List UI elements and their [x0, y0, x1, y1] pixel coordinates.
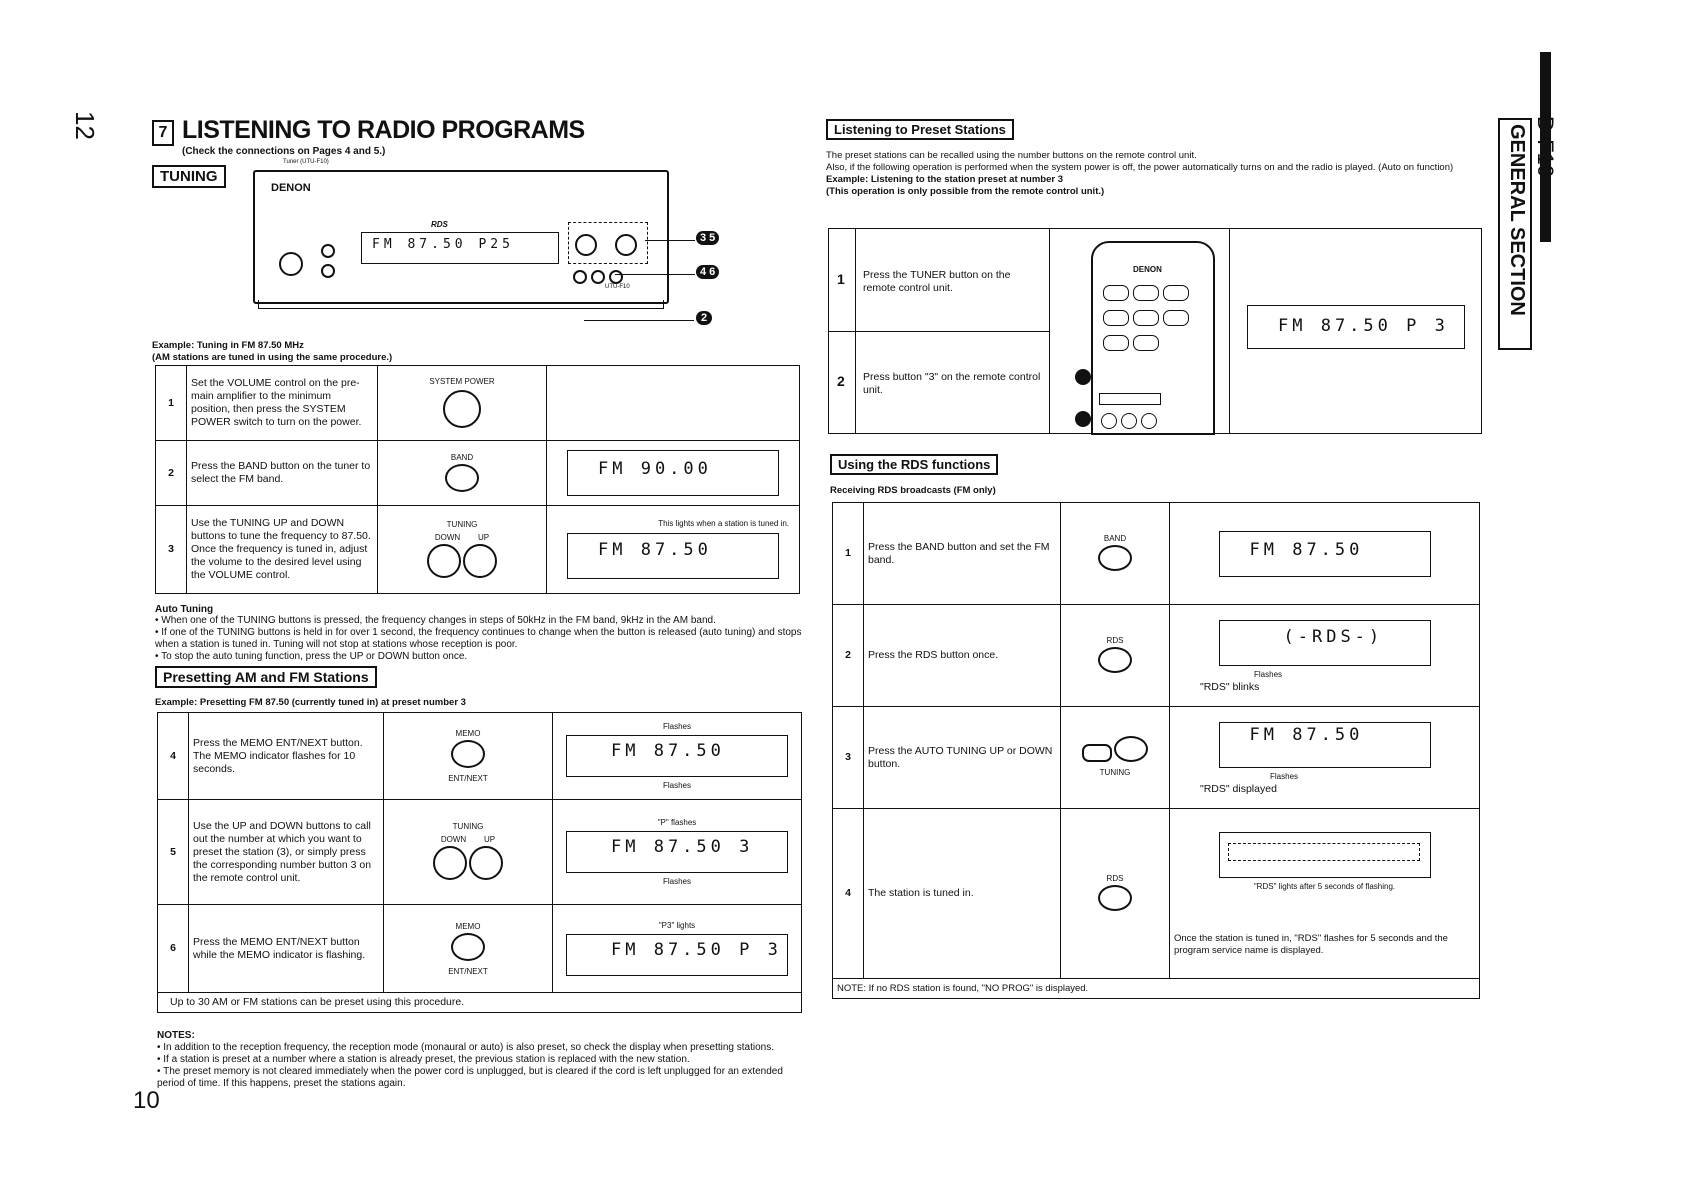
lcd-display — [1219, 531, 1431, 577]
remote-control — [1091, 241, 1215, 435]
rds-step-2 — [833, 605, 1480, 707]
step-number: 4 — [833, 809, 864, 979]
tuning-step-3 — [156, 506, 800, 594]
remote-button[interactable] — [1133, 335, 1159, 351]
icon-sub-label: ENT/NEXT — [448, 966, 488, 976]
note-item: • If a station is preset at a number where a station is already preset, the previous station is replaced with the new station. — [157, 1054, 690, 1065]
remote-button[interactable] — [1163, 285, 1189, 301]
step-row-2 — [829, 331, 1049, 431]
lcd-display — [566, 831, 788, 873]
auto-tuning-heading: Auto Tuning — [155, 604, 214, 615]
step-display — [553, 713, 802, 800]
icon-label: TUNING — [1099, 768, 1131, 777]
lcd-display — [1219, 620, 1431, 666]
step-text: Press button "3" on the remote control unit. — [863, 371, 1041, 396]
step-icon — [1061, 605, 1170, 707]
power-knob[interactable] — [279, 252, 303, 276]
rds-step-1 — [833, 503, 1480, 605]
step-text: Press the AUTO TUNING UP or DOWN button. — [864, 707, 1061, 809]
preset-step-6 — [158, 905, 802, 993]
hand-press-icon — [1098, 545, 1132, 571]
tuning-button-up[interactable] — [615, 234, 637, 256]
step-number: 4 — [158, 713, 189, 800]
step-display — [1170, 707, 1480, 809]
page-subtitle: (Check the connections on Pages 4 and 5.) — [182, 146, 386, 157]
step-text: The station is tuned in. — [864, 809, 1061, 979]
step-icon — [1061, 809, 1170, 979]
preset-footer: Up to 30 AM or FM stations can be preset using this procedure. — [158, 993, 802, 1013]
tuning-button-down[interactable] — [575, 234, 597, 256]
bottom-note: Flashes — [662, 781, 691, 790]
number-button[interactable] — [1101, 413, 1117, 429]
up-label: UP — [483, 835, 496, 844]
preset-listen-intro — [826, 150, 1476, 198]
lcd-text: FM 87.50 — [1249, 539, 1364, 560]
notes-heading: NOTES: — [157, 1030, 195, 1041]
lcd-display — [566, 735, 788, 777]
remote-button[interactable] — [1163, 310, 1189, 326]
step-display — [1170, 605, 1480, 707]
step-divider — [855, 229, 856, 433]
icon-direction-labels — [382, 531, 542, 544]
callout-line-1 — [645, 240, 695, 241]
callout-1: 3 5 — [696, 231, 719, 245]
hand-press-icon — [451, 933, 485, 961]
step-number: 3 — [833, 707, 864, 809]
presetting-label: Presetting AM and FM Stations — [155, 666, 377, 688]
step-icon — [384, 905, 553, 993]
step-icon — [378, 441, 547, 506]
lcd-text: FM 87.50 — [1249, 724, 1364, 745]
top-note: Flashes — [662, 722, 691, 731]
remote-button[interactable] — [1103, 335, 1129, 351]
auto-tuning-block — [155, 604, 805, 663]
callout-line-3 — [584, 320, 694, 321]
lcd-display — [1219, 832, 1431, 878]
step-note: This lights when a station is tuned in. — [658, 519, 789, 528]
notes-block — [157, 1030, 807, 1090]
tuner-display — [361, 232, 559, 264]
lcd-display — [1219, 722, 1431, 768]
preset-footer-row — [158, 993, 802, 1013]
preset-listen-display — [1247, 305, 1465, 349]
auto-tuning-bullet: • To stop the auto tuning function, press the UP or DOWN button once. — [155, 651, 468, 662]
lcd-text: FM 90.00 — [598, 459, 712, 479]
remote-button[interactable] — [1133, 285, 1159, 301]
rds-logo: RDS — [431, 220, 448, 229]
tuner-display-text: FM 87.50 P25 — [372, 237, 514, 252]
step-text: Press the RDS button once. — [864, 605, 1061, 707]
top-note: "P" flashes — [657, 818, 697, 827]
hand-press-icon — [445, 464, 479, 492]
lcd-display — [567, 450, 779, 496]
tuning-button-icon — [1082, 744, 1112, 762]
page-number-bottom: 10 — [133, 1087, 160, 1114]
remote-buttons — [1101, 283, 1205, 358]
step-number: 5 — [158, 800, 189, 905]
preset-listen-p2: Also, if the following operation is performed when the system power is off, the power automatically turns on and the radio is played. (Auto on function) — [826, 162, 1454, 173]
preset-step-5 — [158, 800, 802, 905]
step-display — [553, 800, 802, 905]
hand-press-icon — [451, 740, 485, 768]
up-button-icon — [469, 846, 503, 880]
dashed-display — [1228, 843, 1420, 861]
preset-listen-table — [828, 228, 1482, 434]
rds-label: Using the RDS functions — [830, 454, 998, 475]
step-text: Press the MEMO ENT/NEXT button. The MEMO indicator flashes for 10 seconds. — [189, 713, 384, 800]
step-text: Press the MEMO ENT/NEXT button while the MEMO indicator is flashing. — [189, 905, 384, 993]
number-buttons — [1099, 411, 1159, 436]
lcd-text: FM 87.50 P 3 — [1278, 316, 1449, 336]
up-label: UP — [477, 532, 490, 542]
top-note: "P3" lights — [658, 921, 696, 930]
icon-label: MEMO — [455, 921, 481, 931]
tuner-button[interactable] — [1099, 393, 1161, 405]
tuner-brand: DENON — [271, 182, 311, 194]
hand-press-icon — [1098, 647, 1132, 673]
tuning-example: Example: Tuning in FM 87.50 MHz — [152, 340, 304, 351]
preset-step-4 — [158, 713, 802, 800]
lcd-display — [566, 934, 788, 976]
lcd-text: FM 87.50 — [611, 741, 725, 761]
lcd-text: FM 87.50 — [598, 540, 712, 560]
tuning-steps-table — [155, 365, 800, 594]
step-number: 1 — [833, 503, 864, 605]
page-number-top: 12 — [69, 111, 100, 140]
section-tab-label: GENERAL SECTION — [1506, 124, 1528, 316]
remote-button[interactable] — [1103, 310, 1129, 326]
column-divider — [1229, 229, 1230, 433]
auto-tuning-bullet: • If one of the TUNING buttons is held in for over 1 second, the frequency continues to change when the button is released (auto tuning) and stops when a station is tuned in. Tuning will not stop at stations whose reception is poor. — [155, 627, 802, 650]
step-icon — [384, 800, 553, 905]
preset-listen-p1: The preset stations can be recalled using the number buttons on the remote control unit. — [826, 150, 1197, 161]
small-button-2[interactable] — [321, 264, 335, 278]
presetting-steps-table — [157, 712, 802, 1013]
callout-3: 2 — [696, 311, 712, 325]
hand-press-icon — [427, 544, 461, 578]
tuner-model-label: Tuner (UTU-F10) — [283, 159, 329, 165]
rds-step-3 — [833, 707, 1480, 809]
band-button[interactable] — [591, 270, 605, 284]
up-button-icon — [463, 544, 497, 578]
step-caption: "RDS" displayed — [1200, 782, 1277, 795]
step-number: 1 — [837, 271, 845, 287]
step-caption: "RDS" blinks — [1200, 680, 1260, 693]
bottom-note: Flashes — [662, 877, 691, 886]
tuner-unit-label: UTU-F10 — [605, 284, 630, 290]
down-label: DOWN — [434, 532, 461, 542]
step-display — [1170, 503, 1480, 605]
rds-note-row — [833, 979, 1480, 999]
page-title: LISTENING TO RADIO PROGRAMS — [182, 116, 585, 144]
step-number: 2 — [833, 605, 864, 707]
step-display — [547, 506, 800, 594]
callout-2: 4 6 — [696, 265, 719, 279]
small-button-1[interactable] — [321, 244, 335, 258]
preset-listen-example: Example: Listening to the station preset at number 3 — [826, 174, 1064, 185]
lcd-text: FM 87.50 3 — [611, 837, 754, 857]
section-number: 7 — [152, 120, 174, 146]
rds-note: NOTE: If no RDS station is found, "NO PROG" is displayed. — [833, 979, 1480, 999]
hand-press-icon — [1098, 885, 1132, 911]
preset-listen-label: Listening to Preset Stations — [826, 119, 1014, 140]
icon-label: RDS — [1106, 636, 1124, 645]
note-item: • The preset memory is not cleared immediately when the power cord is unplugged, but is cleared if the cord is left unplugged for an extended period of time. If this happens, preset the stations again. — [157, 1066, 783, 1089]
step-display — [547, 366, 800, 441]
step-text: Set the VOLUME control on the pre-main amplifier to the minimum position, then press the SYSTEM POWER switch to turn on the power. — [187, 366, 378, 441]
step-icon — [384, 713, 553, 800]
step-text: Press the TUNER button on the remote control unit. — [863, 269, 1011, 294]
step-icon — [1061, 503, 1170, 605]
step-text: Press the BAND button on the tuner to select the FM band. — [187, 441, 378, 506]
memo-button[interactable] — [573, 270, 587, 284]
icon-label: BAND — [450, 452, 474, 462]
number-button-3[interactable] — [1141, 413, 1157, 429]
step-number: 1 — [156, 366, 187, 441]
icon-label: MEMO — [455, 729, 481, 738]
step-number: 6 — [158, 905, 189, 993]
rds-step-4 — [833, 809, 1480, 979]
step-text: Press the BAND button and set the FM band. — [864, 503, 1061, 605]
tuner-base — [258, 300, 664, 309]
column-divider — [1049, 229, 1050, 433]
step-caption: Once the station is tuned in, "RDS" flashes for 5 seconds and the program service name is displayed. — [1174, 933, 1448, 956]
step-text: Use the UP and DOWN buttons to call out the number at which you want to preset the station (3), or simply press the corresponding number button 3 on the remote control unit. — [189, 800, 384, 905]
icon-sub-label: ENT/NEXT — [448, 774, 488, 783]
lcd-text: (-RDS-) — [1283, 626, 1384, 647]
hand-press-icon — [443, 390, 481, 428]
down-label: DOWN — [440, 835, 467, 844]
lcd-display — [567, 533, 779, 579]
icon-label: TUNING — [446, 519, 478, 529]
icon-label: BAND — [1103, 534, 1127, 543]
flash-note: "RDS" lights after 5 seconds of flashing. — [1253, 882, 1396, 891]
step-callout-1 — [1075, 369, 1091, 385]
step-text: Use the TUNING UP and DOWN buttons to tune the frequency to 87.50. Once the frequency is tuned in, adjust the volume to the desired level using the VOLUME control. — [187, 506, 378, 594]
step-display — [1170, 809, 1480, 979]
step-display — [547, 441, 800, 506]
step-number: 2 — [156, 441, 187, 506]
flash-note: Flashes — [1254, 669, 1283, 679]
tuning-step-2 — [156, 441, 800, 506]
model-label: D-F10 — [1533, 116, 1558, 178]
presetting-example: Example: Presetting FM 87.50 (currently tuned in) at preset number 3 — [155, 697, 466, 708]
step-display — [553, 905, 802, 993]
tuner-unit — [253, 159, 669, 304]
icon-direction-labels — [388, 833, 548, 846]
callout-line-2 — [615, 274, 695, 275]
preset-listen-example-2: (This operation is only possible from the remote control unit.) — [826, 186, 1105, 197]
tuning-example-2: (AM stations are tuned in using the same procedure.) — [152, 352, 393, 363]
note-item: • In addition to the reception frequency, the reception mode (monaural or auto) is also preset, so check the display when presetting stations. — [157, 1042, 774, 1053]
step-icon — [378, 366, 547, 441]
step-row-1 — [829, 229, 1049, 332]
tuning-step-1 — [156, 366, 800, 441]
remote-button[interactable] — [1133, 310, 1159, 326]
hand-press-icon — [433, 846, 467, 880]
hand-press-icon — [1114, 736, 1148, 762]
step-number: 2 — [837, 373, 845, 389]
step-icon — [1061, 707, 1170, 809]
tuning-label: TUNING — [152, 165, 226, 188]
flash-note: Flashes — [1270, 771, 1299, 781]
step-callout-2 — [1075, 411, 1091, 427]
icon-label: TUNING — [452, 822, 484, 831]
step-number: 3 — [156, 506, 187, 594]
icon-label: RDS — [1106, 874, 1124, 883]
number-button[interactable] — [1121, 413, 1137, 429]
icon-label: SYSTEM POWER — [429, 376, 495, 386]
rds-steps-table — [832, 502, 1480, 999]
lcd-text: FM 87.50 P 3 — [611, 940, 782, 960]
remote-brand: DENON — [1133, 265, 1162, 274]
step-icon — [378, 506, 547, 594]
remote-button[interactable] — [1103, 285, 1129, 301]
auto-tuning-bullet: • When one of the TUNING buttons is pressed, the frequency changes in steps of 50kHz in the FM band, 9kHz in the AM band. — [155, 615, 716, 626]
rds-button[interactable] — [609, 270, 623, 284]
rds-subhead: Receiving RDS broadcasts (FM only) — [830, 485, 996, 496]
